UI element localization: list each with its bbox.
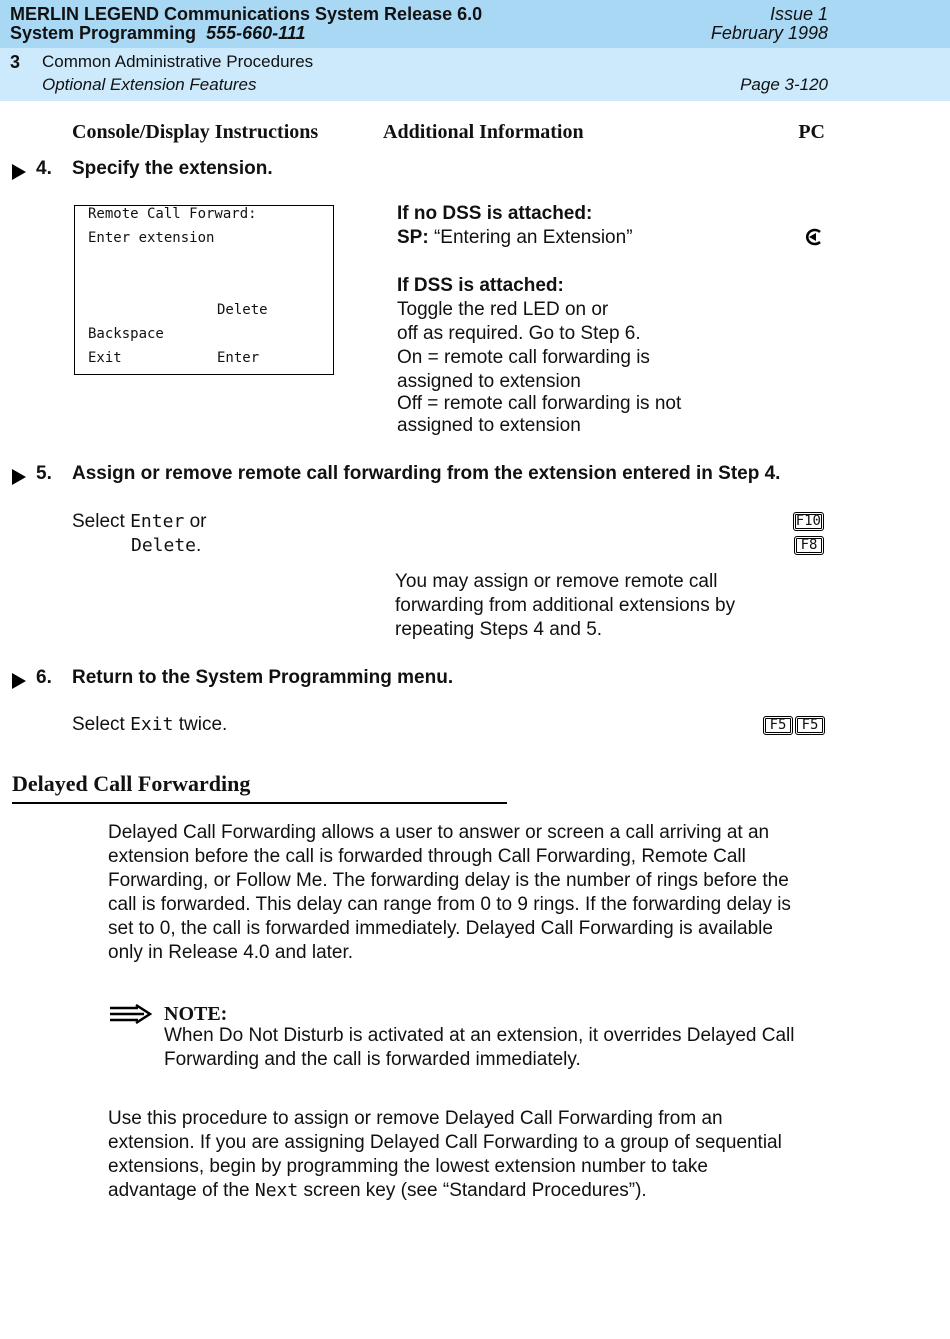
step5-number: 5. bbox=[36, 463, 52, 484]
step5-or-word: or bbox=[189, 511, 207, 532]
exit-key-name[interactable]: Exit bbox=[130, 714, 174, 735]
screen-line-prompt: Enter extension bbox=[88, 230, 215, 246]
para2-line-4 bbox=[108, 1179, 647, 1203]
screen-line-title: Remote Call Forward: bbox=[88, 206, 257, 222]
sp-label: SP: bbox=[397, 227, 429, 248]
step-arrow-icon bbox=[12, 164, 26, 180]
para2-prefix: advantage of the bbox=[108, 1180, 250, 1201]
para1-line-1: Delayed Call Forwarding allows a user to answer or screen a call arriving at an bbox=[108, 822, 770, 843]
screen-key-exit[interactable]: Exit bbox=[88, 350, 122, 366]
dss-heading: If DSS is attached: bbox=[397, 275, 564, 296]
para2-line-2: extension. If you are assigning Delayed Call Forwarding to a group of sequential bbox=[108, 1132, 782, 1153]
dss-line-4: assigned to extension bbox=[397, 371, 581, 392]
step6-twice-word: twice. bbox=[178, 714, 228, 735]
step-arrow-icon bbox=[12, 673, 26, 689]
section-heading: Delayed Call Forwarding bbox=[12, 771, 251, 796]
step-arrow-icon bbox=[12, 469, 26, 485]
step6-number: 6. bbox=[36, 667, 52, 688]
note-label: NOTE: bbox=[164, 1003, 228, 1025]
column-heading-console: Console/Display Instructions bbox=[72, 121, 319, 143]
sp-reference bbox=[397, 226, 633, 250]
header-doc-number: 555-660-111 bbox=[206, 23, 306, 43]
para2-suffix: screen key (see “Standard Procedures”). bbox=[303, 1180, 647, 1201]
para1-line-4: call is forwarded. This delay can range from 0 to 9 rings. If the forwarding delay is bbox=[108, 894, 791, 915]
step5-delete-line bbox=[131, 534, 201, 558]
step6-title: Return to the System Programming menu. bbox=[72, 667, 454, 688]
header-product: MERLIN LEGEND Communications System Release 6.0 bbox=[10, 4, 483, 24]
para1-line-2: extension before the call is forwarded through Call Forwarding, Remote Call bbox=[108, 846, 746, 867]
screen-key-enter[interactable]: Enter bbox=[217, 350, 260, 366]
step5-info-line-1: You may assign or remove remote call bbox=[395, 571, 718, 592]
f10-key[interactable]: F10 bbox=[793, 512, 824, 531]
enter-key-name[interactable]: Enter bbox=[130, 511, 185, 532]
step4-title: Specify the extension. bbox=[72, 158, 273, 179]
no-dss-heading: If no DSS is attached: bbox=[397, 203, 593, 224]
f5-key-first[interactable]: F5 bbox=[763, 716, 793, 735]
chapter-number: 3 bbox=[10, 52, 21, 72]
sp-text: “Entering an Extension” bbox=[433, 227, 633, 248]
section-heading-rule bbox=[12, 802, 507, 804]
dss-line-6: assigned to extension bbox=[397, 415, 581, 436]
step5-title: Assign or remove remote call forwarding from the extension entered in Step 4. bbox=[72, 463, 781, 484]
page-number: Page 3-120 bbox=[740, 75, 828, 94]
para2-line-1: Use this procedure to assign or remove Delayed Call Forwarding from an bbox=[108, 1108, 723, 1129]
note-icon bbox=[108, 1004, 154, 1024]
step5-select-word: Select bbox=[72, 511, 125, 532]
delete-key-name[interactable]: Delete bbox=[131, 535, 197, 556]
f8-key[interactable]: F8 bbox=[794, 536, 824, 555]
step6-select-word: Select bbox=[72, 714, 125, 735]
column-heading-pc: PC bbox=[798, 121, 825, 143]
pc-return-icon bbox=[803, 228, 824, 246]
screen-key-delete[interactable]: Delete bbox=[217, 302, 268, 318]
display-screen bbox=[74, 205, 334, 375]
step5-select-line bbox=[72, 510, 206, 534]
step5-info-line-2: forwarding from additional extensions by bbox=[395, 595, 736, 616]
section-title: Optional Extension Features bbox=[42, 75, 257, 94]
dss-line-3: On = remote call forwarding is bbox=[397, 347, 650, 368]
dss-line-2: off as required. Go to Step 6. bbox=[397, 323, 641, 344]
dss-line-1: Toggle the red LED on or bbox=[397, 299, 609, 320]
header-book-title: System Programming bbox=[10, 23, 197, 43]
next-key-name[interactable]: Next bbox=[254, 1180, 299, 1201]
header-issue: Issue 1 bbox=[769, 4, 828, 24]
para1-line-5: set to 0, the call is forwarded immediately. Delayed Call Forwarding is available bbox=[108, 918, 773, 939]
step5-period: . bbox=[196, 535, 202, 556]
chapter-title: Common Administrative Procedures bbox=[42, 52, 314, 71]
screen-key-backspace[interactable]: Backspace bbox=[88, 326, 164, 342]
step4-number: 4. bbox=[36, 158, 52, 179]
header-date: February 1998 bbox=[710, 23, 828, 43]
f5-key-second[interactable]: F5 bbox=[795, 716, 825, 735]
note-line-1: When Do Not Disturb is activated at an extension, it overrides Delayed Call bbox=[164, 1025, 795, 1046]
note-line-2: Forwarding and the call is forwarded immediately. bbox=[164, 1049, 581, 1070]
dss-line-5: Off = remote call forwarding is not bbox=[397, 393, 682, 414]
para1-line-3: Forwarding, or Follow Me. The forwarding delay is the number of rings before the bbox=[108, 870, 789, 891]
para2-line-3: extensions, begin by programming the lowest extension number to take bbox=[108, 1156, 708, 1177]
column-heading-additional: Additional Information bbox=[383, 121, 584, 143]
para1-line-6: only in Release 4.0 and later. bbox=[108, 942, 354, 963]
step6-select-line bbox=[72, 713, 227, 737]
header-book bbox=[10, 23, 306, 44]
step5-info-line-3: repeating Steps 4 and 5. bbox=[395, 619, 603, 640]
